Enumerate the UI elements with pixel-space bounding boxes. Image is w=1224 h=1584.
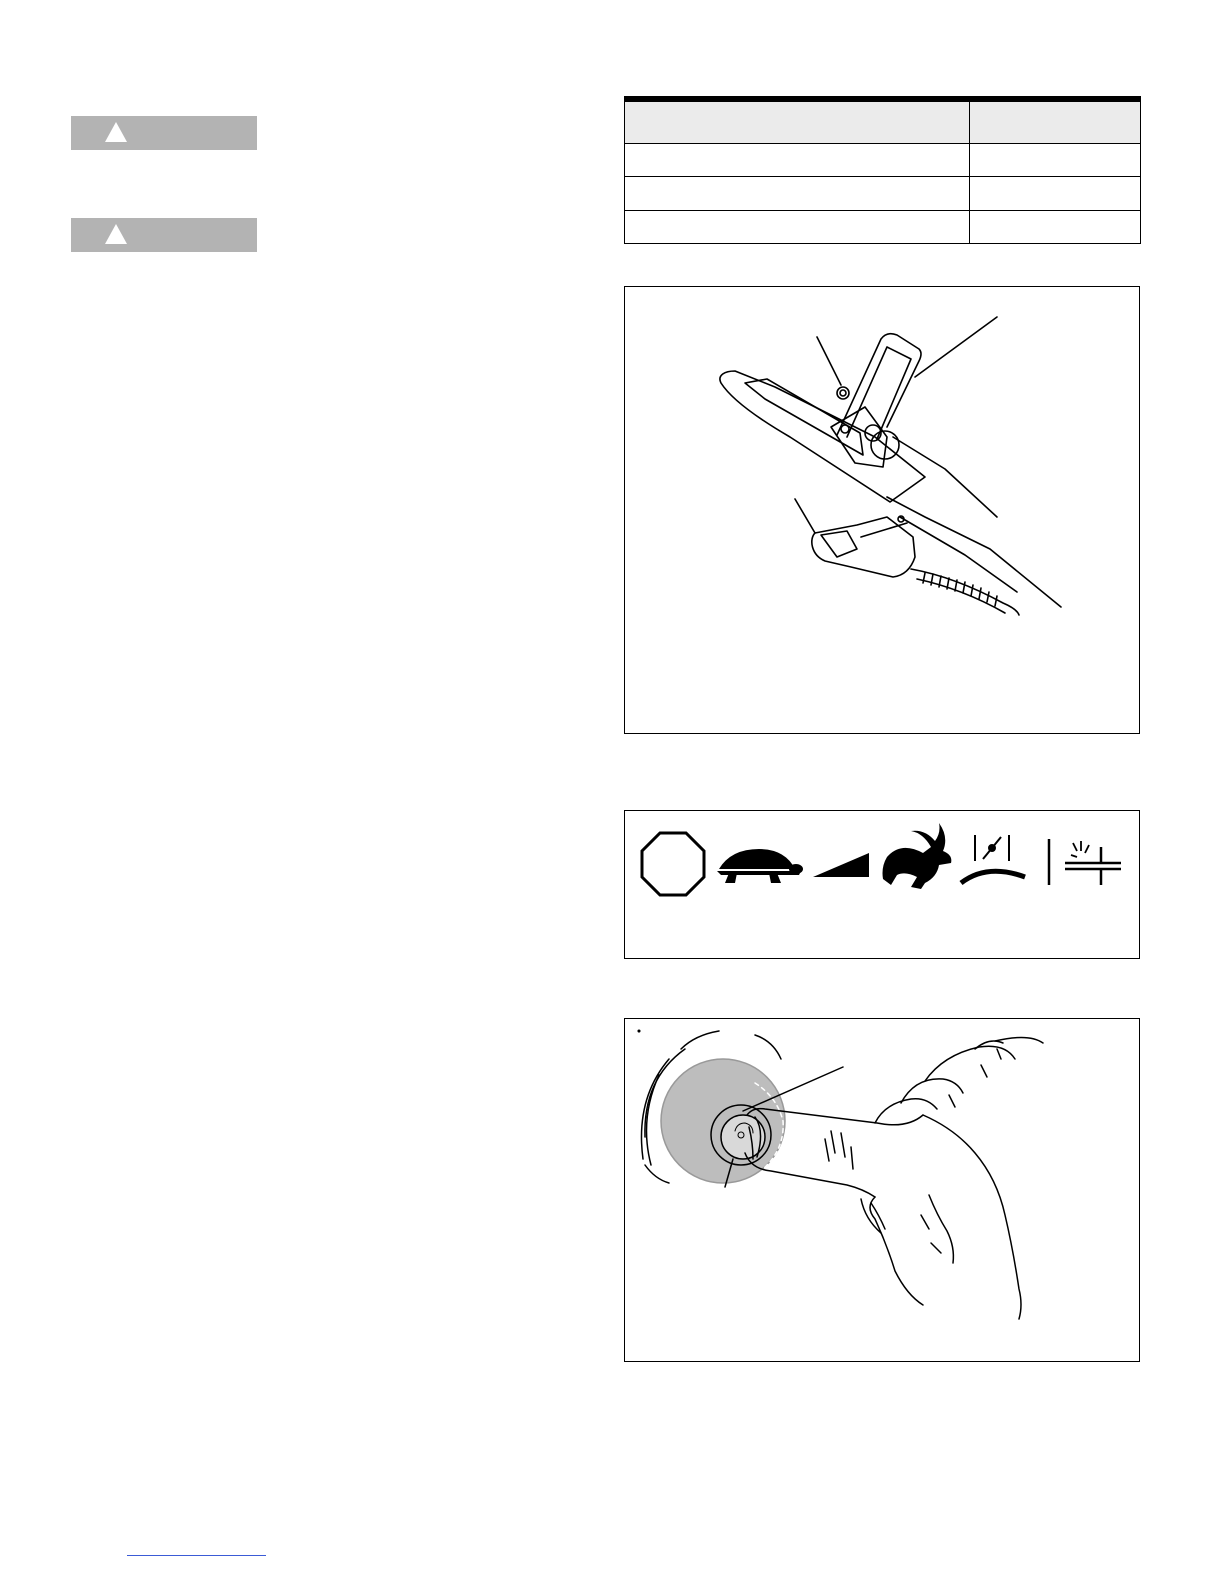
warning-triangle-icon bbox=[104, 121, 128, 143]
table-cell bbox=[625, 210, 970, 243]
table-header-cell bbox=[625, 99, 970, 143]
choke-open-icon bbox=[1049, 839, 1121, 885]
warning-banner bbox=[71, 116, 257, 150]
spec-table bbox=[624, 96, 1141, 244]
table-row bbox=[625, 210, 1141, 243]
stop-octagon-icon bbox=[642, 833, 704, 895]
table-row bbox=[625, 177, 1141, 210]
choke-closed-icon bbox=[961, 835, 1025, 883]
primer-bulb-icon bbox=[661, 1059, 785, 1183]
warning-triangle-icon bbox=[104, 223, 128, 245]
table-cell bbox=[625, 143, 970, 176]
table-row bbox=[625, 143, 1141, 176]
table-cell bbox=[970, 143, 1141, 176]
warning-banner bbox=[71, 218, 257, 252]
rabbit-fast-icon bbox=[883, 823, 952, 889]
primer-bulb-figure bbox=[624, 1018, 1140, 1362]
finger-press-icon bbox=[745, 1037, 1043, 1319]
table-header-row bbox=[625, 99, 1141, 143]
table-cell bbox=[970, 210, 1141, 243]
handle-illustration-icon bbox=[625, 287, 1141, 735]
table-header-cell bbox=[970, 99, 1141, 143]
handle-controls-figure bbox=[624, 286, 1140, 734]
turtle-slow-icon bbox=[717, 849, 803, 883]
table-cell bbox=[625, 177, 970, 210]
speed-wedge-icon bbox=[813, 853, 869, 877]
control-symbols-figure bbox=[624, 810, 1140, 959]
footer-link-underline[interactable] bbox=[127, 1555, 266, 1556]
table-cell bbox=[970, 177, 1141, 210]
